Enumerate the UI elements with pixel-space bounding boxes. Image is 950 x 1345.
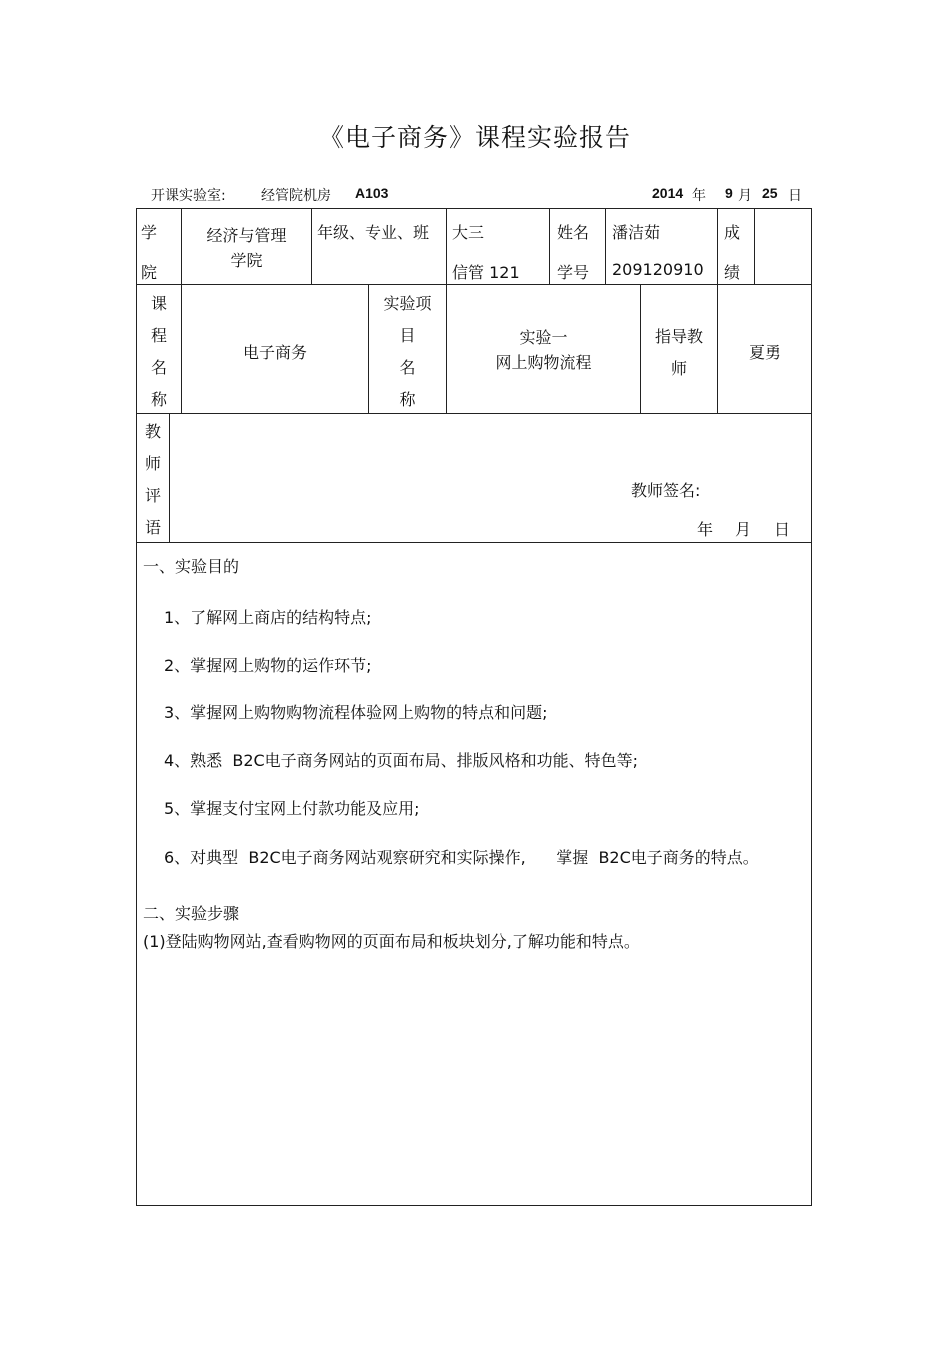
row-divider	[136, 284, 812, 285]
day-unit: 日	[788, 188, 802, 204]
teacher-value: 夏勇	[748, 343, 781, 362]
name-value: 潘洁茹	[612, 223, 661, 242]
column-divider	[549, 208, 550, 284]
year-unit: 年	[692, 188, 706, 204]
purpose-item: 3、掌握网上购物购物流程体验网上购物的特点和问题;	[164, 703, 548, 722]
column-divider	[605, 208, 606, 284]
column-divider	[640, 284, 641, 413]
name-label: 姓名	[557, 223, 590, 242]
step-item: (1)登陆购物网站,查看购物网的页面布局和板块划分,了解功能和特点。	[143, 932, 640, 951]
score-label: 绩	[724, 263, 741, 282]
project-value: 实验一	[519, 328, 568, 347]
column-divider	[754, 208, 755, 284]
comment-date-day: 日	[774, 520, 791, 539]
column-divider	[446, 284, 447, 413]
section-heading-purpose: 一、实验目的	[143, 557, 240, 576]
report-year: 2014	[652, 185, 684, 201]
project-label: 实验项 目 名 称	[383, 294, 432, 409]
course-value: 电子商务	[242, 343, 307, 362]
teacher-signature-label: 教师签名:	[631, 481, 701, 500]
row-divider	[136, 413, 812, 414]
college-label: 学	[141, 223, 158, 242]
comment-label: 教 师 评 语	[144, 422, 161, 537]
grade-value: 大三	[452, 223, 485, 242]
section-heading-steps: 二、实验步骤	[143, 904, 240, 923]
row-divider	[136, 542, 812, 543]
college-value: 学院	[230, 251, 263, 270]
student-id-label: 学号	[557, 263, 590, 282]
report-day: 25	[762, 185, 778, 201]
month-unit: 月	[738, 188, 752, 204]
comment-date-year: 年	[697, 520, 714, 539]
grade-label: 年级、专业、班	[317, 223, 430, 242]
course-label: 课 程 名 称	[150, 294, 167, 409]
lab-room: A103	[355, 185, 389, 201]
teacher-label: 指导教	[654, 327, 703, 346]
project-value: 网上购物流程	[495, 353, 592, 372]
college-label: 院	[141, 263, 158, 282]
college-value: 经济与管理	[206, 226, 287, 245]
score-label: 成	[724, 223, 741, 242]
purpose-item: 2、掌握网上购物的运作环节;	[164, 656, 372, 675]
column-divider	[311, 208, 312, 284]
lab-name: 经管院机房	[261, 188, 331, 204]
column-divider	[446, 208, 447, 284]
purpose-item: 5、掌握支付宝网上付款功能及应用;	[164, 799, 420, 818]
column-divider	[717, 208, 718, 284]
teacher-label: 师	[670, 359, 687, 378]
column-divider	[169, 413, 170, 542]
purpose-item: 1、了解网上商店的结构特点;	[164, 608, 372, 627]
comment-date-month: 月	[735, 520, 752, 539]
class-value: 信管 121	[452, 263, 520, 282]
purpose-item: 4、熟悉 B2C电子商务网站的页面布局、排版风格和功能、特色等;	[164, 751, 639, 770]
report-month: 9	[725, 185, 733, 201]
lab-label: 开课实验室:	[151, 188, 226, 204]
page-title: 《电子商务》课程实验报告	[318, 123, 631, 152]
student-id-value: 209120910	[612, 260, 704, 279]
column-divider	[181, 208, 182, 284]
purpose-item: 6、对典型 B2C电子商务网站观察研究和实际操作, 掌握 B2C电子商务的特点。	[164, 848, 759, 867]
